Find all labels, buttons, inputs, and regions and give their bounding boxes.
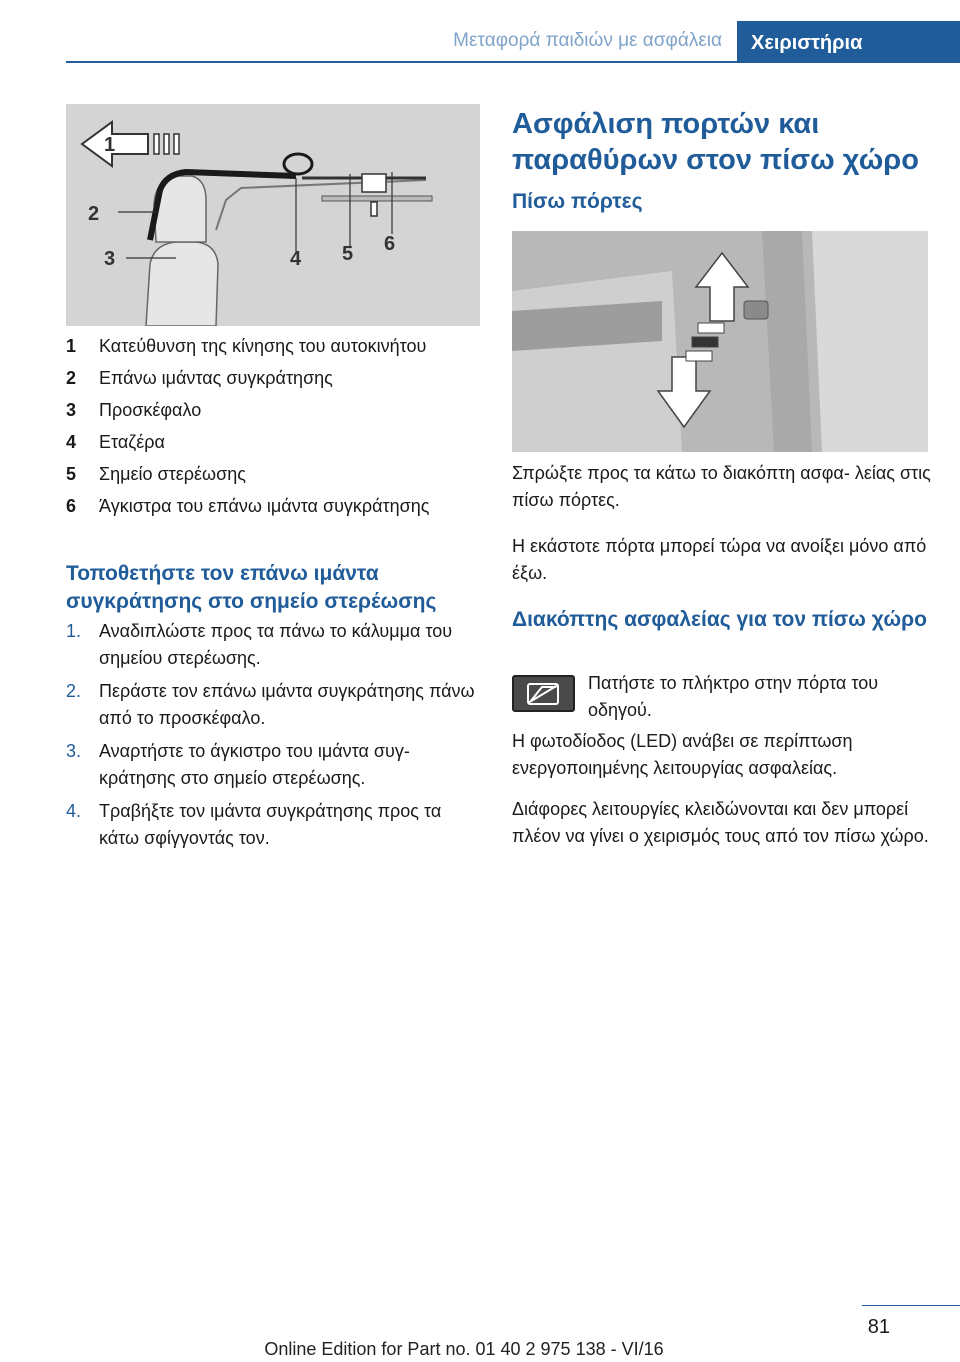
legend-text: Κατεύθυνση της κίνησης του αυτοκινήτου [99, 336, 427, 356]
legend-item [66, 368, 486, 400]
step-number: 3. [66, 741, 82, 761]
page-number: 81 [867, 1316, 890, 1338]
legend-text: Άγκιστρα του επάνω ιμάντα συγκράτησης [99, 496, 430, 516]
functions-locked-paragraph: Διάφορες λειτουργίες κλειδώνονται και δεν μπορεί πλέον να γίνει ο χειρισμός τους από τον πίσω χώρο. [512, 799, 929, 846]
step-text: Τραβήξτε τον ιμάντα συγκράτησης προς τα κάτω σφίγγοντάς τον. [99, 801, 442, 848]
legend-text: Εταζέρα [99, 432, 165, 452]
header-section-title: Μεταφορά παιδιών με ασφάλεια [453, 30, 722, 51]
step-text: Αναρτήστε το άγκιστρο του ιμάντα συγ‐ κράτησης στο σημείο στερέωσης. [99, 741, 410, 788]
callout-5: 5 [342, 243, 354, 265]
legend-number: 6 [66, 496, 77, 516]
legend-number: 4 [66, 432, 77, 452]
rear-door-safety-switch-photo [512, 231, 928, 452]
step-number: 1. [66, 621, 82, 641]
callout-6: 6 [384, 233, 396, 255]
footer-edition [0, 1339, 960, 1360]
top-tether-illustration [66, 104, 480, 326]
step-number: 4. [66, 801, 82, 821]
header-chapter-tab: Χειριστήρια [737, 21, 960, 63]
step-item [66, 738, 480, 792]
legend-text: Επάνω ιμάντας συγκράτησης [99, 368, 333, 388]
footer-edition-text: Online Edition for Part no. 01 40 2 975 138 - VI/16 [264, 1339, 664, 1359]
window-lock-button-icon [512, 675, 575, 712]
step-number: 2. [66, 681, 82, 701]
legend-item [66, 336, 486, 368]
legend-item [66, 400, 486, 432]
rear-doors-paragraph-1: Σπρώξτε προς τα κάτω το διακόπτη ασφα‐ λείας στις πίσω πόρτες. [512, 463, 931, 510]
button-instruction-text: Πατήστε το πλήκτρο στην πόρτα του οδηγού. [588, 673, 879, 720]
tether-subheading: Τοποθετήστε τον επάνω ιμάντα συγκράτησης στο σημείο στερέωσης [66, 562, 437, 613]
step-text: Αναδιπλώστε προς τα πάνω το κάλυμμα του σημείου στερέωσης. [99, 621, 453, 668]
legend-number: 1 [66, 336, 77, 356]
callout-2: 2 [88, 203, 100, 225]
step-item [66, 618, 480, 672]
figure-legend [66, 336, 486, 528]
legend-text: Προσκέφαλο [99, 400, 202, 420]
callout-4: 4 [290, 248, 302, 270]
legend-text: Σημείο στερέωσης [99, 464, 246, 484]
led-paragraph: Η φωτοδίοδος (LED) ανάβει σε περίπτωση ενεργοποιημένης λειτουργίας ασφαλείας. [512, 731, 853, 778]
rear-doors-subheading: Πίσω πόρτες [512, 190, 643, 213]
legend-item [66, 432, 486, 464]
rear-doors-paragraph-2: Η εκάστοτε πόρτα μπορεί τώρα να ανοίξει μόνο από έξω. [512, 536, 927, 583]
step-item [66, 798, 480, 852]
footer-rule [862, 1305, 960, 1306]
callout-3: 3 [104, 248, 116, 270]
legend-item [66, 496, 486, 528]
legend-number: 3 [66, 400, 77, 420]
tether-steps-list [66, 618, 480, 858]
callout-1: 1 [104, 134, 116, 156]
step-text: Περάστε τον επάνω ιμάντα συγκράτησης πάνω από το προσκέφαλο. [99, 681, 475, 728]
legend-number: 5 [66, 464, 77, 484]
safety-switch-subheading: Διακόπτης ασφαλείας για τον πίσω χώρο [512, 608, 927, 631]
legend-number: 2 [66, 368, 77, 388]
page-title: Ασφάλιση πορτών και παραθύρων στον πίσω χώρο [512, 108, 919, 176]
header-rule [66, 61, 960, 63]
step-item [66, 678, 480, 732]
legend-item [66, 464, 486, 496]
